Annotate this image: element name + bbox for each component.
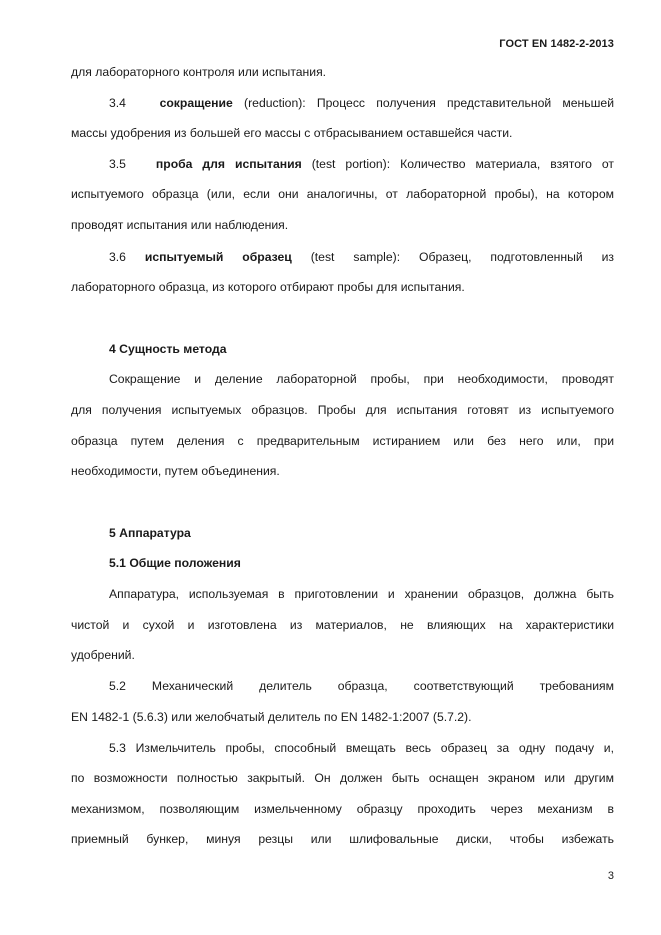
clause-5-2: 5.2 Механический делитель образца, соответствующий требованиям — [109, 679, 614, 693]
clause-number: 3.6 — [109, 250, 126, 264]
definition-text: (reduction): Процесс получения представительной меньшей — [244, 96, 615, 110]
text-line: лабораторного образца, из которого отбирают пробы для испытания. — [71, 280, 465, 294]
text-line: испытуемого образца (или, если они аналогичны, от лабораторной пробы), на котором — [71, 187, 614, 201]
term: проба для испытания — [155, 157, 302, 171]
text-line: механизмом, позволяющим измельченному образцу проходить через механизм в — [71, 802, 614, 816]
term: сокращение — [159, 96, 233, 110]
section-5-1-heading: 5.1 Общие положения — [109, 556, 241, 570]
definition-text: (test sample): Образец, подготовленный из — [310, 250, 614, 264]
text-line: для получения испытуемых образцов. Пробы для испытания готовят из испытуемого — [71, 403, 614, 417]
definition-3-5 — [109, 156, 614, 172]
definition-3-6 — [109, 249, 614, 265]
text-line: EN 1482-1 (5.6.3) или желобчатый делитель по EN 1482-1:2007 (5.7.2). — [71, 710, 472, 724]
section-5-heading: 5 Аппаратура — [109, 526, 191, 540]
text-line: массы удобрения из большей его массы с отбрасыванием оставшейся части. — [71, 126, 513, 140]
page-number: 3 — [607, 870, 614, 882]
definition-text: (test portion): Количество материала, взятого от — [311, 157, 615, 171]
section-4-heading: 4 Сущность метода — [109, 342, 227, 356]
text-line: удобрений. — [71, 648, 135, 662]
text-line: образца путем деления с предварительным истиранием или без него или, при — [71, 434, 614, 448]
text-line: необходимости, путем объединения. — [71, 464, 280, 478]
text-line: Аппаратура, используемая в приготовлении и хранении образцов, должна быть — [109, 587, 614, 601]
text-line: проводят испытания или наблюдения. — [71, 218, 289, 232]
text-line: Сокращение и деление лабораторной пробы, при необходимости, проводят — [109, 372, 614, 386]
definition-3-4 — [109, 95, 614, 111]
text-line: для лабораторного контроля или испытания. — [71, 65, 327, 79]
text-line: приемный бункер, минуя резцы или шлифовальные диски, чтобы избежать — [71, 832, 614, 846]
clause-5-3: 5.3 Измельчитель пробы, способный вмещать весь образец за одну подачу и, — [109, 741, 614, 755]
document-code-header: ГОСТ EN 1482-2-2013 — [499, 38, 614, 50]
text-line: по возможности полностью закрытый. Он должен быть оснащен экраном или другим — [71, 771, 614, 785]
text-line: чистой и сухой и изготовлена из материалов, не влияющих на характеристики — [71, 618, 614, 632]
clause-number: 3.5 — [109, 157, 126, 171]
clause-number: 3.4 — [109, 96, 126, 110]
term: испытуемый образец — [144, 250, 292, 264]
